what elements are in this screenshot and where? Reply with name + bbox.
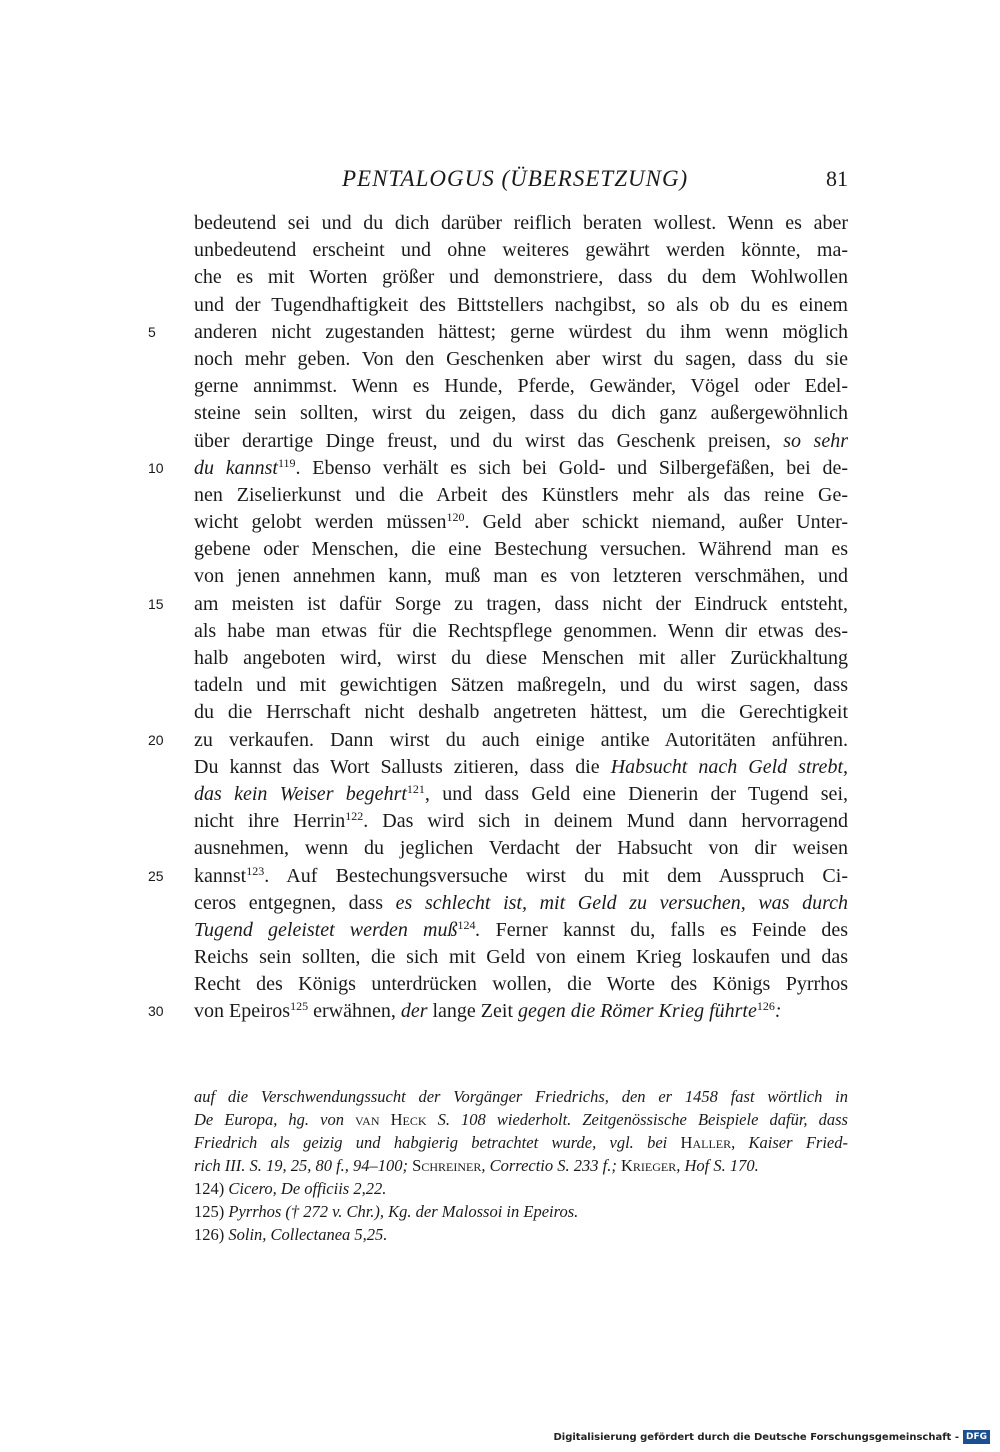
text-line xyxy=(194,563,848,590)
footnote-ref: 120 xyxy=(446,510,465,525)
text-segment: halb angeboten wird, wirst du diese Menschen mit aller Zurückhaltung xyxy=(194,647,848,669)
text-segment: anderen nicht zugestanden hättest; gerne würdest du ihm wenn möglich xyxy=(194,320,848,343)
author-name: van Heck xyxy=(355,1110,427,1129)
line-number: 15 xyxy=(148,595,164,612)
text-segment: über derartige Dinge freust, und du wirst das Geschenk preisen, xyxy=(194,429,784,452)
page-number: 81 xyxy=(826,166,848,191)
funding-banner-text: Digitalisierung gefördert durch die Deutsche Forschungsgemeinschaft - xyxy=(553,1431,959,1443)
italic-text: . xyxy=(475,918,481,941)
italic-text: es schlecht ist, mit Geld zu versuchen, was durch xyxy=(395,891,848,914)
text-segment: 124) xyxy=(194,1179,229,1198)
text-segment: gerne annimmst. Wenn es Hunde, Pferde, Gewänder, Vögel oder Edel- xyxy=(194,375,848,398)
text-segment: Du kannst das Wort Sallusts zitieren, dass die xyxy=(194,755,611,778)
text-line xyxy=(194,237,848,264)
italic-text: S. 108 wiederholt. Zeitgenössische Beispiele dafür, dass xyxy=(426,1110,848,1129)
text-line xyxy=(194,754,848,781)
italic-text: Solin, Collectanea 5,25. xyxy=(228,1225,388,1244)
text-segment: kannst xyxy=(194,864,247,887)
text-segment: nicht ihre Herrin xyxy=(194,810,346,833)
text-line xyxy=(194,346,848,373)
footnote-ref: 126 xyxy=(756,999,775,1014)
italic-text: Tugend geleistet werden muß xyxy=(194,918,458,941)
text-segment: steine sein sollten, wirst du zeigen, dass du dich ganz außergewöhnlich xyxy=(194,402,848,425)
text-segment: nen Ziselierkunst und die Arbeit des Künstlers mehr als das reine Ge- xyxy=(194,483,848,506)
text-segment: 125) xyxy=(194,1202,229,1221)
text-line xyxy=(194,210,848,237)
funding-banner xyxy=(553,1430,990,1444)
italic-text: Pyrrhos († 272 v. Chr.), Kg. der Malossoi in Epeiros. xyxy=(228,1202,579,1221)
text-line xyxy=(148,998,848,1025)
text-line xyxy=(148,455,848,482)
text-segment: 126) xyxy=(194,1225,229,1244)
line-number: 20 xyxy=(148,731,164,748)
text-line xyxy=(194,971,848,998)
running-title: PENTALOGUS (ÜBERSETZUNG) xyxy=(342,166,689,191)
footnote-ref: 124 xyxy=(457,917,476,932)
italic-text: auf die Verschwendungssucht der Vorgänger Friedrichs, den er 1458 fast wörtlich in xyxy=(194,1087,848,1106)
text-line xyxy=(194,509,848,536)
line-number: 25 xyxy=(148,867,164,884)
italic-text: : xyxy=(774,1000,782,1023)
italic-text: das kein Weiser begehrt xyxy=(194,782,407,805)
text-line xyxy=(148,319,848,346)
footnote-line xyxy=(194,1108,848,1131)
text-segment: ceros entgegnen, dass xyxy=(194,891,396,914)
text-segment: unbedeutend erscheint und ohne weiteres gewährt werden könnte, ma- xyxy=(194,239,848,262)
text-line xyxy=(194,373,848,400)
italic-text: du kannst xyxy=(194,456,278,479)
text-segment: gebene oder Menschen, die eine Bestechung versuchen. Während man es xyxy=(194,538,848,561)
main-text-block xyxy=(148,210,848,1026)
text-segment: . Geld aber schickt niemand, außer Unter- xyxy=(464,511,848,534)
footnote-line xyxy=(194,1085,848,1108)
text-segment: und der Tugendhaftigkeit des Bittstellers nachgibst, so als ob du es einem xyxy=(194,293,848,316)
text-segment: zu verkaufen. Dann wirst du auch einige antike Autoritäten anführen. xyxy=(194,728,848,751)
text-segment: du die Herrschaft nicht deshalb angetreten hättest, um die Gerechtigkeit xyxy=(194,701,848,724)
author-name: Schreiner xyxy=(412,1156,482,1175)
footnote-ref: 125 xyxy=(290,999,309,1014)
text-segment: von Epeiros xyxy=(194,1000,291,1023)
text-line xyxy=(194,917,848,944)
text-segment: , und dass Geld eine Dienerin der Tugend sei, xyxy=(424,782,848,805)
text-segment: noch mehr geben. Von den Geschenken aber wirst du sagen, dass du sie xyxy=(194,347,848,370)
text-segment: wicht gelobt werden müssen xyxy=(194,511,447,534)
text-segment: ausnehmen, wenn du jeglichen Verdacht der Habsucht von dir weisen xyxy=(194,837,848,860)
text-segment: lange Zeit xyxy=(427,1000,519,1023)
text-line xyxy=(194,292,848,319)
text-segment: . Das wird sich in deinem Mund dann hervorragend xyxy=(363,810,848,833)
running-header xyxy=(194,163,848,195)
text-line xyxy=(194,890,848,917)
text-line xyxy=(148,727,848,754)
line-number: 30 xyxy=(148,1003,164,1020)
text-line xyxy=(194,264,848,291)
footnote-line xyxy=(194,1177,848,1200)
footnote-line xyxy=(194,1131,848,1154)
text-segment: . Auf Bestechungsversuche wirst du mit dem Ausspruch Ci- xyxy=(264,864,848,887)
italic-text: De Europa, hg. von xyxy=(194,1110,356,1129)
text-line xyxy=(194,672,848,699)
text-line xyxy=(194,944,848,971)
line-number: 5 xyxy=(148,323,156,340)
text-line xyxy=(194,645,848,672)
text-line xyxy=(194,835,848,862)
footnote-ref: 122 xyxy=(345,809,364,824)
footnote-line xyxy=(194,1200,848,1223)
text-line xyxy=(194,428,848,455)
text-line xyxy=(194,536,848,563)
text-segment: am meisten ist dafür Sorge zu tragen, dass nicht der Eindruck entsteht, xyxy=(194,592,848,615)
text-line xyxy=(148,863,848,890)
italic-text: , Hof S. 170. xyxy=(676,1156,759,1175)
footnote-ref: 119 xyxy=(277,455,296,470)
text-line xyxy=(194,618,848,645)
text-segment: Reichs sein sollten, die sich mit Geld von einem Krieg loskaufen und das xyxy=(194,946,848,969)
italic-text: gegen die Römer Krieg führte xyxy=(518,1000,757,1023)
italic-text: , Kaiser Fried- xyxy=(731,1133,848,1152)
italic-text: rich III. S. 19, 25, 80 f., 94–100; xyxy=(194,1156,413,1175)
line-number: 10 xyxy=(148,459,164,476)
author-name: Krieger xyxy=(620,1156,677,1175)
text-segment: tadeln und mit gewichtigen Sätzen maßregeln, und du wirst sagen, dass xyxy=(194,674,848,697)
text-segment: als habe man etwas für die Rechtspflege genommen. Wenn dir etwas des- xyxy=(194,619,848,642)
italic-text: Cicero, De officiis 2,22. xyxy=(228,1179,387,1198)
text-line xyxy=(194,808,848,835)
italic-text: , Correctio S. 233 f.; xyxy=(481,1156,621,1175)
italic-text: Friedrich als geizig und habgierig betrachtet wurde, vgl. bei xyxy=(194,1133,681,1152)
text-segment: Recht des Königs unterdrücken wollen, die Worte des Königs Pyrrhos xyxy=(194,973,848,996)
footnote-line xyxy=(194,1223,848,1246)
italic-text: so sehr xyxy=(783,429,848,452)
dfg-logo: DFG xyxy=(963,1430,990,1444)
footnotes-block xyxy=(194,1085,848,1246)
text-segment: Ferner kannst du, falls es Feinde des xyxy=(480,918,848,941)
text-line xyxy=(148,591,848,618)
author-name: Haller xyxy=(680,1133,732,1152)
footnote-line xyxy=(194,1154,848,1177)
text-segment: . Ebenso verhält es sich bei Gold- und Silbergefäßen, bei de- xyxy=(295,456,848,479)
text-line xyxy=(194,781,848,808)
text-segment: von jenen annehmen kann, muß man es von letzteren verschmähen, und xyxy=(194,565,848,588)
text-line xyxy=(194,482,848,509)
text-line xyxy=(194,400,848,427)
text-segment: erwähnen, xyxy=(308,1000,401,1023)
text-line xyxy=(194,699,848,726)
footnote-ref: 123 xyxy=(246,863,265,878)
footnote-ref: 121 xyxy=(406,781,425,796)
text-segment: che es mit Worten größer und demonstriere, dass du dem Wohlwollen xyxy=(194,266,848,289)
text-segment: bedeutend sei und du dich darüber reiflich beraten wollest. Wenn es aber xyxy=(194,212,848,234)
italic-text: der xyxy=(400,1000,428,1023)
italic-text: Habsucht nach Geld strebt, xyxy=(610,755,848,778)
